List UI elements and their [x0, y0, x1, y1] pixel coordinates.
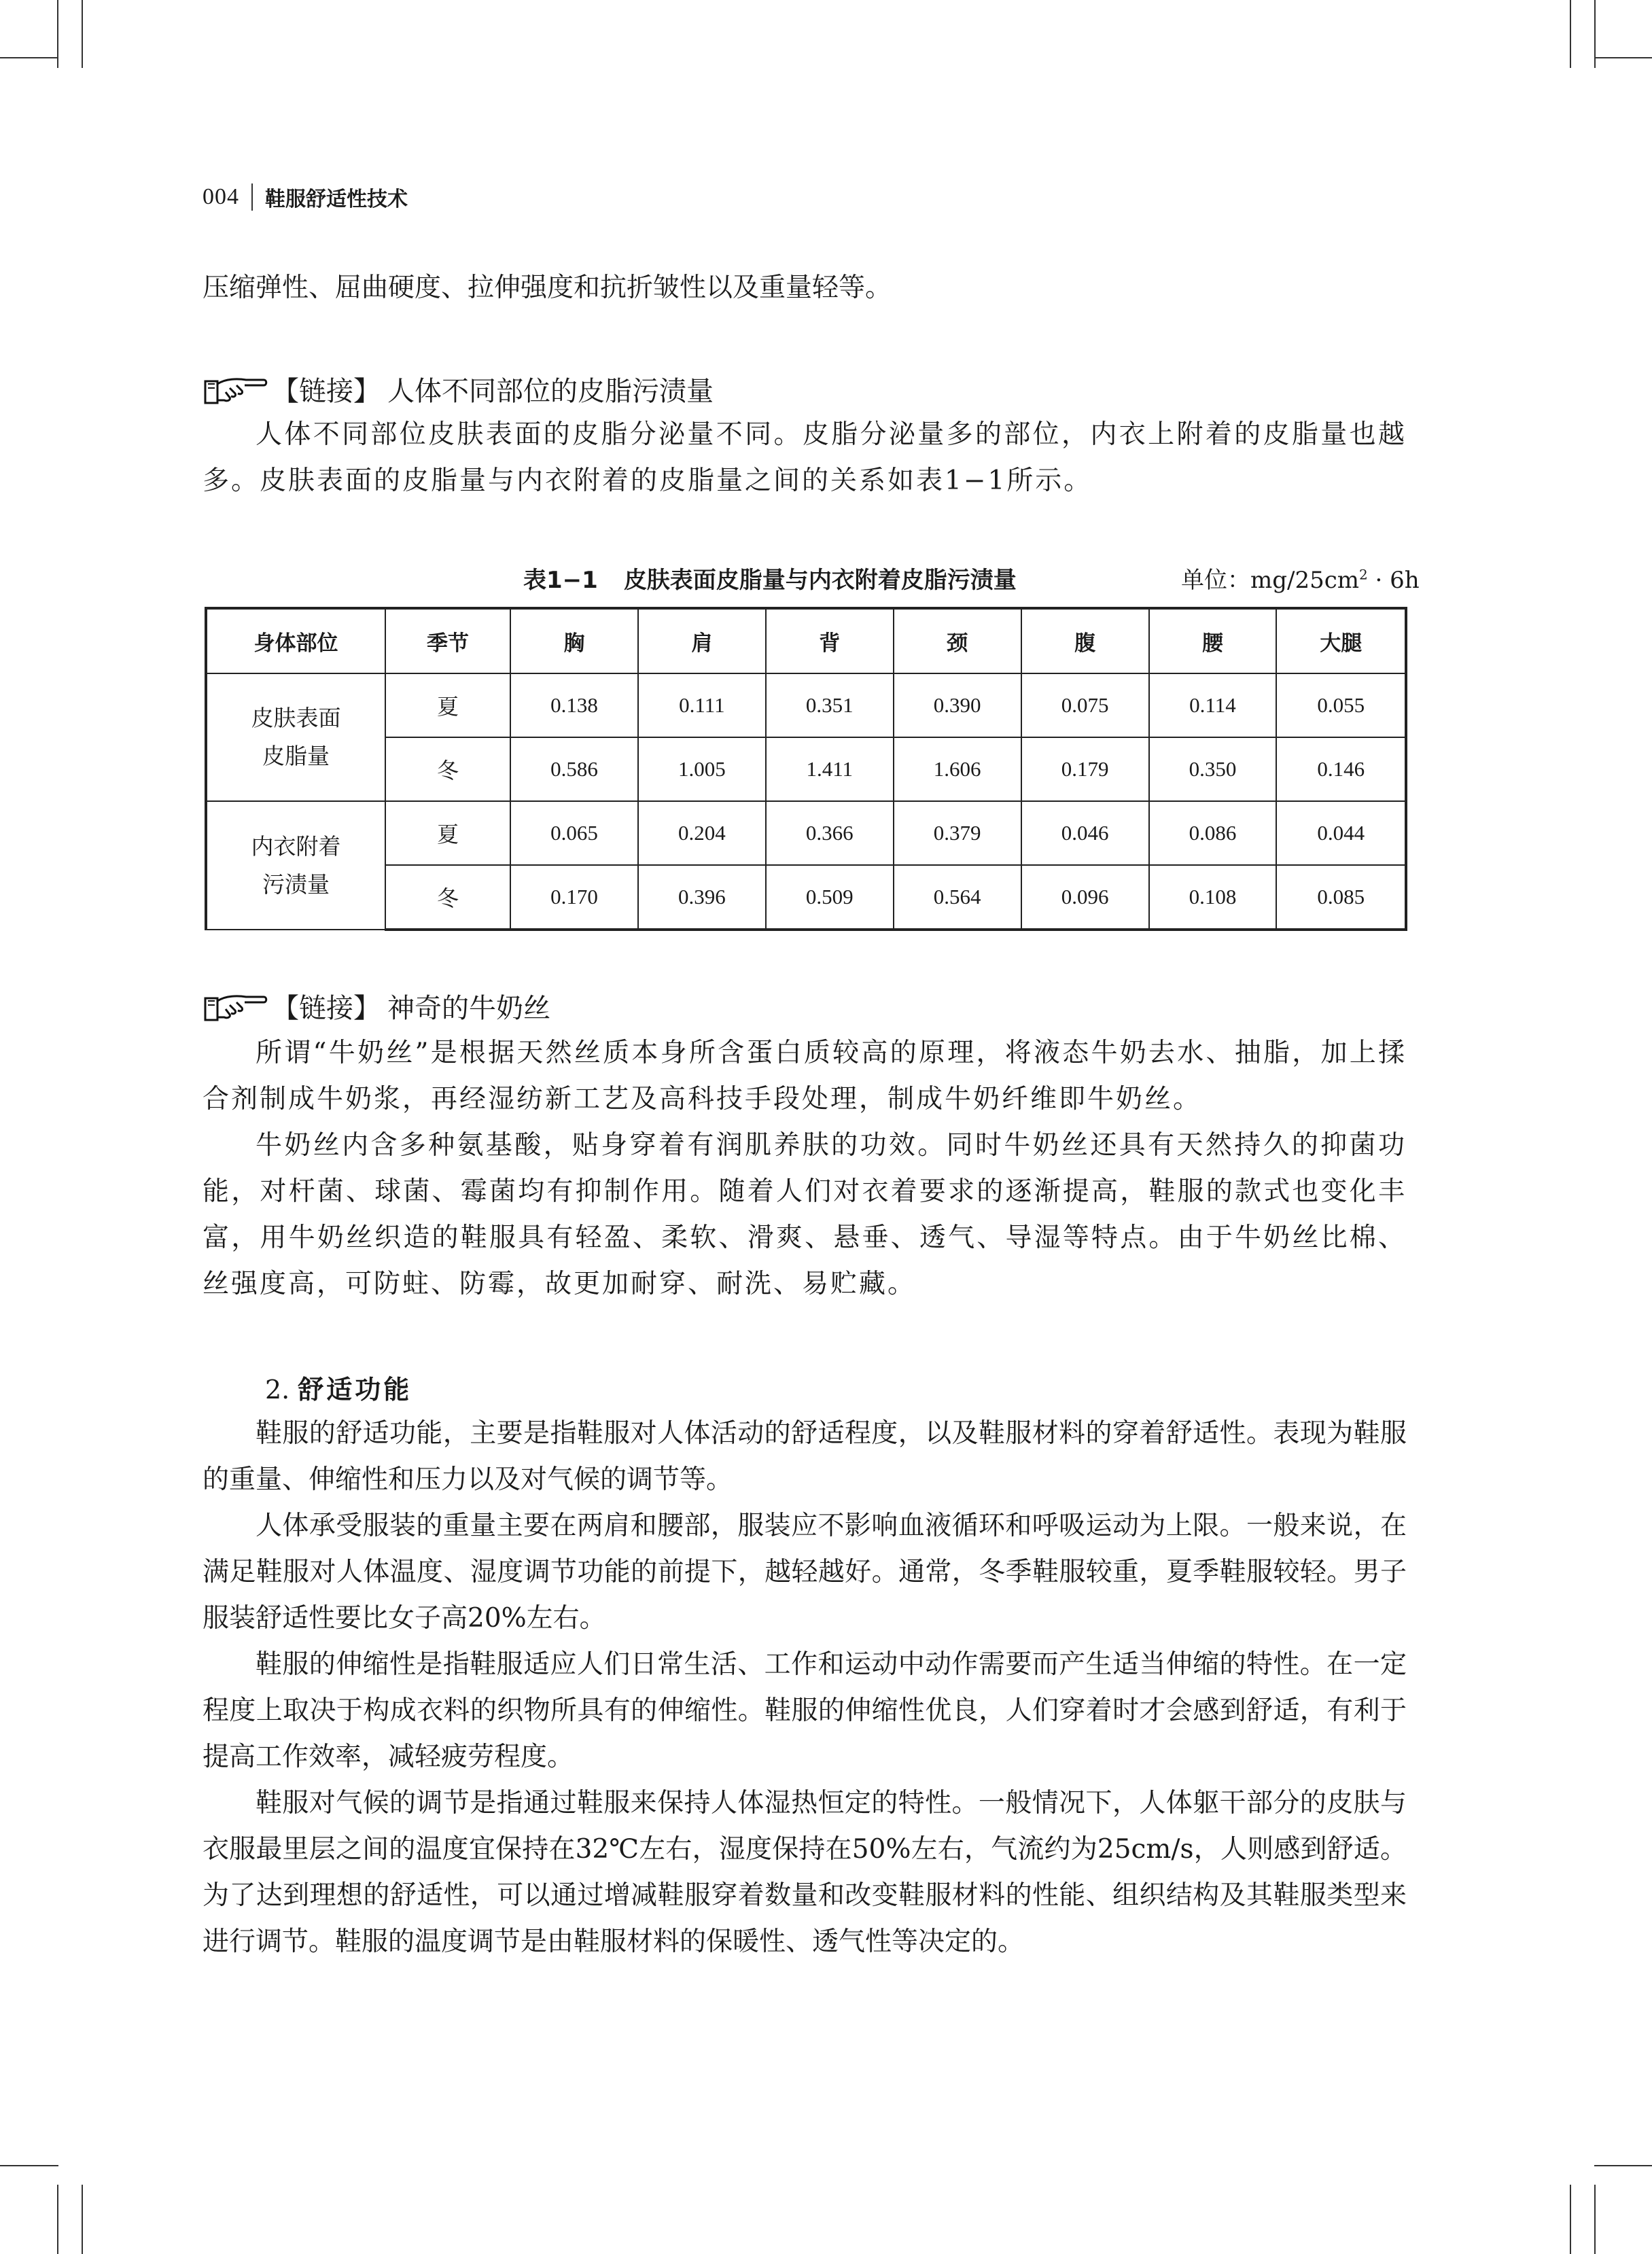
value-cell: 0.111: [638, 673, 766, 737]
column-header: 季节: [385, 608, 510, 673]
table-row: [206, 801, 1406, 865]
value-cell: 0.366: [766, 801, 894, 865]
row-group-label-line: 污渍量: [262, 870, 330, 898]
table-caption: [523, 561, 1017, 595]
table-title: 皮肤表面皮脂量与内衣附着皮脂污渍量: [623, 567, 1017, 594]
sebum-table: [205, 607, 1407, 931]
table-row: [206, 737, 1406, 801]
section2-paragraph-4: 鞋服对气候的调节是指通过鞋服来保持人体湿热恒定的特性。一般情况下，人体躯干部分的皮肤与衣服最里层之间的温度宜保持在32℃左右，湿度保持在50%左右，气流约为25cm/s，人则感到舒适。为了达到理想的舒适性，可以通过增减鞋服穿着数量和改变鞋服材料的性能、组织结构及其鞋服类型来进行调节。鞋服的温度调节是由鞋服材料的保暖性、透气性等决定的。: [203, 1788, 1407, 1957]
section-heading: [265, 1369, 412, 1406]
table-unit: [1181, 561, 1420, 595]
header-divider: [251, 183, 253, 211]
value-cell: 1.005: [638, 737, 766, 801]
value-cell: 0.146: [1276, 737, 1406, 801]
crop-mark: [82, 0, 83, 68]
section2-paragraph-3: 鞋服的伸缩性是指鞋服适应人们日常生活、工作和运动中动作需要而产生适当伸缩的特性。在一定程度上取决于构成衣料的织物所具有的伸缩性。鞋服的伸缩性优良，人们穿着时才会感到舒适，有利于提高工作效率，减轻疲劳程度。: [203, 1649, 1407, 1772]
link-tag: 【链接】: [272, 376, 381, 407]
section2-paragraph-1: 鞋服的舒适功能，主要是指鞋服对人体活动的舒适程度，以及鞋服材料的穿着舒适性。表现为鞋服的重量、伸缩性和压力以及对气候的调节等。: [203, 1418, 1407, 1495]
season-cell: 冬: [385, 865, 510, 930]
link2-paragraph-2: 牛奶丝内含多种氨基酸，贴身穿着有润肌养肤的功效。同时牛奶丝还具有天然持久的抑菌功能，对杆菌、球菌、霉菌均有抑制作用。随着人们对衣着要求的逐渐提高，鞋服的款式也变化丰富，用牛奶丝织造的鞋服具有轻盈、柔软、滑爽、悬垂、透气、导湿等特点。由于牛奶丝比棉、丝强度高，可防蛀、防霉，故更加耐穿、耐洗、易贮藏。: [203, 1130, 1407, 1299]
value-cell: 0.350: [1149, 737, 1277, 801]
value-cell: 0.170: [510, 865, 638, 930]
crop-mark: [82, 2185, 83, 2254]
value-cell: 0.351: [766, 673, 894, 737]
column-header: 背: [766, 608, 894, 673]
season-cell: 夏: [385, 673, 510, 737]
column-header: 腰: [1149, 608, 1277, 673]
pointing-hand-icon: [203, 372, 268, 407]
column-header: 腹: [1021, 608, 1149, 673]
table-row: [206, 865, 1406, 930]
column-header: 胸: [510, 608, 638, 673]
value-cell: 0.044: [1276, 801, 1406, 865]
season-cell: 冬: [385, 737, 510, 801]
link-tag: 【链接】: [272, 993, 381, 1024]
season-cell: 夏: [385, 801, 510, 865]
row-group-label: [206, 673, 385, 801]
value-cell: 0.379: [894, 801, 1021, 865]
link2-paragraph-1: 所谓“牛奶丝”是根据天然丝质本身所含蛋白质较高的原理，将液态牛奶去水、抽脂，加上揉合剂制成牛奶浆，再经湿纺新工艺及高科技手段处理，制成牛奶纤维即牛奶丝。: [203, 1038, 1407, 1114]
crop-mark: [1570, 0, 1571, 68]
value-cell: 0.065: [510, 801, 638, 865]
running-head: [203, 182, 408, 212]
value-cell: 0.114: [1149, 673, 1277, 737]
link-heading-1: [203, 370, 714, 408]
row-group-label: [206, 801, 385, 930]
crop-mark: [0, 57, 58, 58]
column-header: 颈: [894, 608, 1021, 673]
crop-mark: [1594, 57, 1652, 58]
unit-prefix: 单位：mg/25cm: [1181, 567, 1360, 594]
value-cell: 0.509: [766, 865, 894, 930]
page-number: 004: [203, 184, 239, 209]
table-header-row: [206, 608, 1406, 673]
intro-paragraph: 压缩弹性、屈曲硬度、拉伸强度和抗折皱性以及重量轻等。: [203, 272, 892, 303]
row-group-label-line: 内衣附着: [251, 832, 341, 860]
value-cell: 0.138: [510, 673, 638, 737]
section2-paragraph-2: 人体承受服装的重量主要在两肩和腰部，服装应不影响血液循环和呼吸运动为上限。一般来说，在满足鞋服对人体温度、湿度调节功能的前提下，越轻越好。通常，冬季鞋服较重，夏季鞋服较轻。男子服装舒适性要比女子高20%左右。: [203, 1511, 1407, 1634]
value-cell: 1.606: [894, 737, 1021, 801]
column-header: 身体部位: [206, 608, 385, 673]
value-cell: 0.055: [1276, 673, 1406, 737]
value-cell: 0.396: [638, 865, 766, 930]
value-cell: 0.075: [1021, 673, 1149, 737]
value-cell: 0.096: [1021, 865, 1149, 930]
crop-mark: [1594, 2165, 1652, 2166]
section-number: 2.: [265, 1375, 290, 1405]
crop-mark: [1594, 2185, 1596, 2254]
value-cell: 0.586: [510, 737, 638, 801]
crop-mark: [1570, 2185, 1571, 2254]
value-cell: 0.085: [1276, 865, 1406, 930]
crop-mark: [0, 2165, 58, 2166]
link1-body: 人体不同部位皮肤表面的皮脂分泌量不同。皮脂分泌量多的部位，内衣上附着的皮脂量也越多。皮肤表面的皮脂量与内衣附着的皮脂量之间的关系如表1−1所示。: [203, 419, 1407, 496]
column-header: 肩: [638, 608, 766, 673]
link-heading-2: [203, 987, 550, 1025]
value-cell: 0.086: [1149, 801, 1277, 865]
book-title: 鞋服舒适性技术: [265, 188, 408, 211]
row-group-label-line: 皮脂量: [262, 743, 330, 769]
value-cell: 0.204: [638, 801, 766, 865]
value-cell: 0.108: [1149, 865, 1277, 930]
unit-superscript: 2: [1359, 566, 1368, 583]
crop-mark: [57, 2185, 58, 2254]
section-title: 舒适功能: [298, 1374, 412, 1405]
value-cell: 0.390: [894, 673, 1021, 737]
row-group-label-line: 皮肤表面: [251, 705, 341, 731]
column-header: 大腿: [1276, 608, 1406, 673]
link-title: 人体不同部位的皮脂污渍量: [387, 376, 714, 407]
value-cell: 0.046: [1021, 801, 1149, 865]
value-cell: 0.179: [1021, 737, 1149, 801]
table-number: 表1−1: [523, 567, 598, 594]
unit-suffix: · 6h: [1367, 567, 1420, 594]
value-cell: 0.564: [894, 865, 1021, 930]
pointing-hand-icon: [203, 989, 268, 1024]
table-row: [206, 673, 1406, 737]
value-cell: 1.411: [766, 737, 894, 801]
link-title: 神奇的牛奶丝: [387, 993, 550, 1024]
